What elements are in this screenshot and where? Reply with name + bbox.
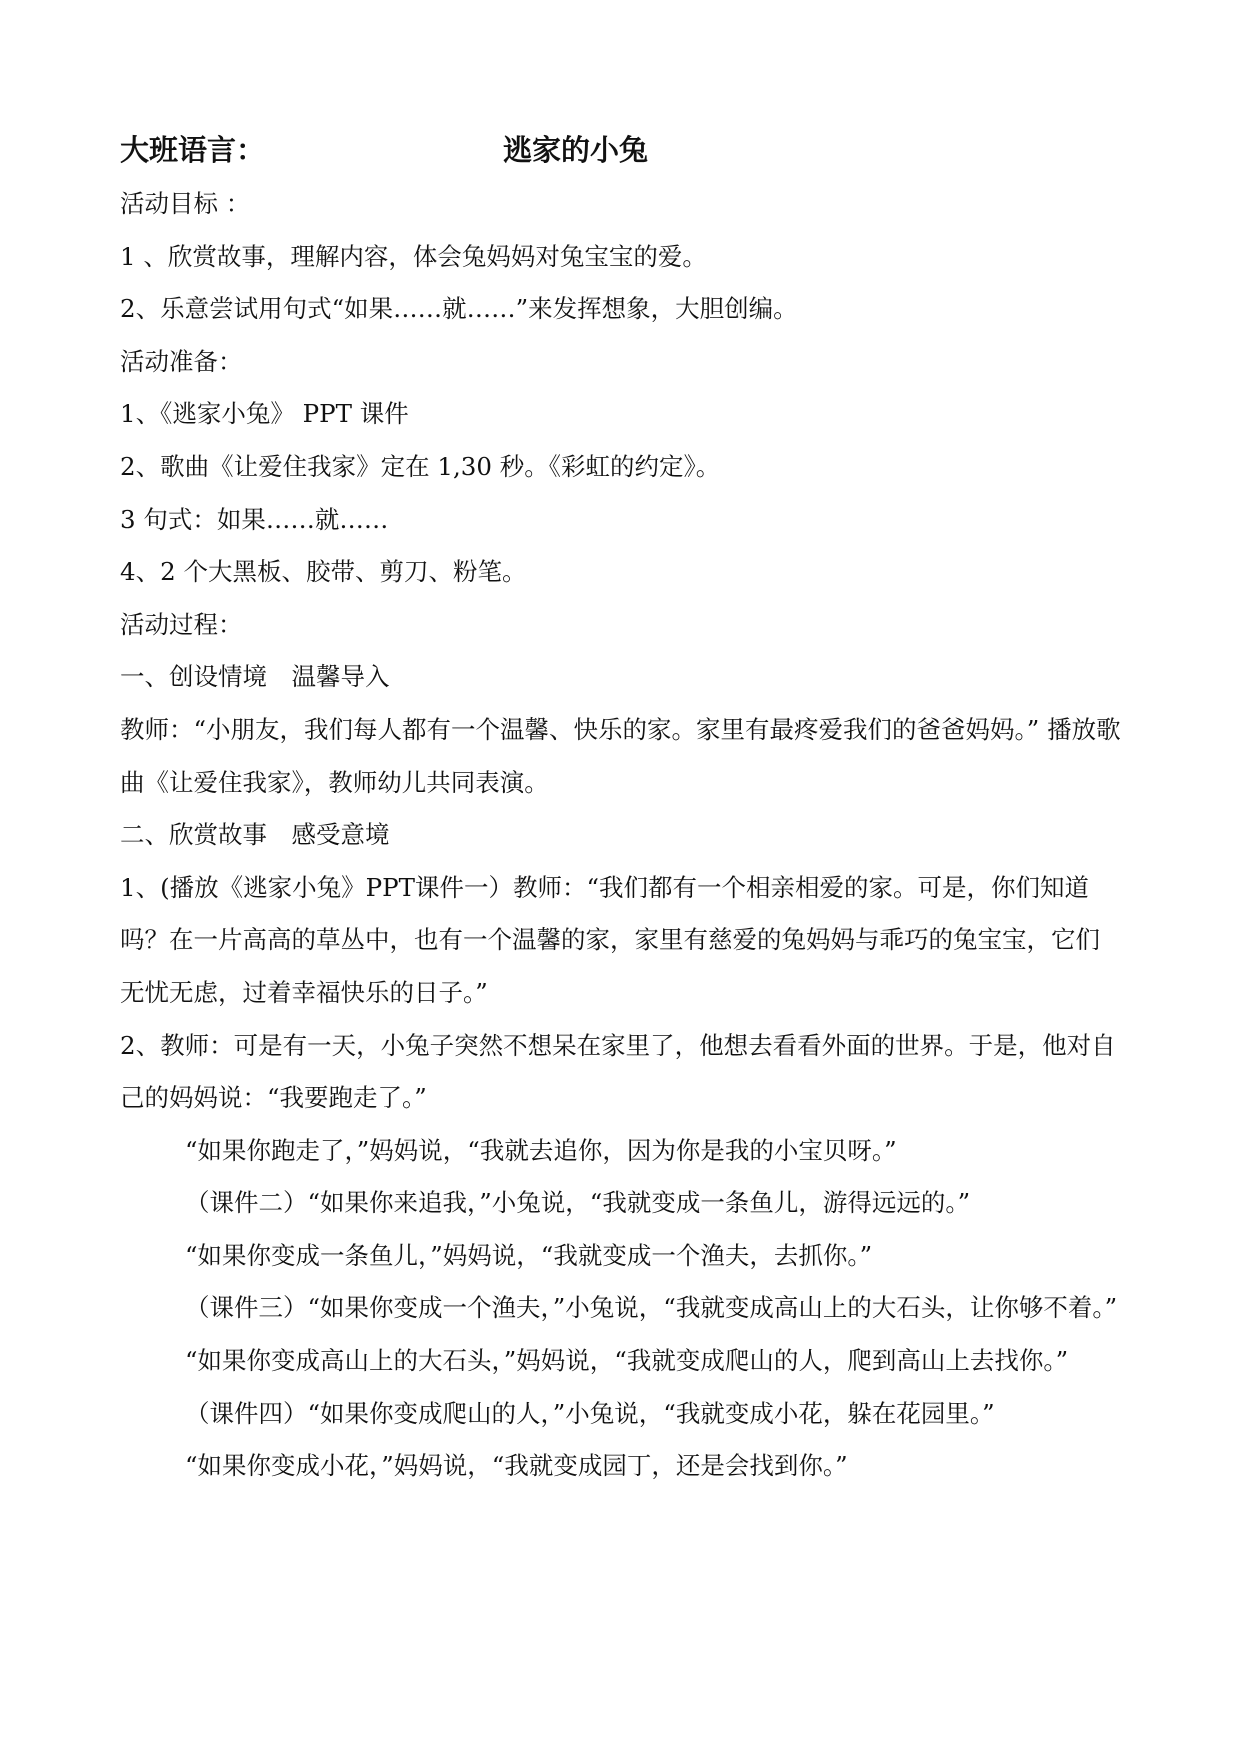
title-label: 大班语言： <box>120 133 266 167</box>
paragraph: 1、(播放《逃家小兔》PPT课件一）教师：“我们都有一个相亲相爱的家。可是，你们知道吗？在一片高高的草丛中，也有一个温馨的家，家里有慈爱的兔妈妈与乖巧的兔宝宝，它们无忧无虑，过着幸福快乐的日子。” <box>120 872 1100 1007</box>
preparation-item: 4、2 个大黑板、胶带、剪刀、粉笔。 <box>120 557 527 587</box>
story-dialogue: “如果你变成高山上的大石头，”妈妈说，“我就变成爬山的人，爬到高山上去找你。” <box>185 1346 1069 1376</box>
document-body <box>120 178 1124 1493</box>
process-step-heading: 一、创设情境 温馨导入 <box>120 662 390 692</box>
story-dialogue: （课件三）“如果你变成一个渔夫，”小兔说，“我就变成高山上的大石头，让你够不着。” <box>185 1293 1118 1323</box>
preparation-item: 2、歌曲《让爱住我家》定在 1,30 秒。《彩虹的约定》。 <box>120 451 721 481</box>
objective-item: 1 、欣赏故事，理解内容，体会兔妈妈对兔宝宝的爱。 <box>120 241 707 271</box>
story-dialogue: “如果你跑走了，”妈妈说，“我就去追你，因为你是我的小宝贝呀。” <box>185 1135 897 1165</box>
paragraph: 教师：“小朋友，我们每人都有一个温馨、快乐的家。家里有最疼爱我们的爸爸妈妈。” 播放歌曲《让爱住我家》，教师幼儿共同表演。 <box>120 714 1121 797</box>
section-heading-preparation: 活动准备： <box>120 346 243 376</box>
preparation-item: 1、《逃家小兔》 PPT 课件 <box>120 399 409 429</box>
section-heading-process: 活动过程： <box>120 609 243 639</box>
document-title <box>120 126 1120 174</box>
title-name: 逃家的小兔 <box>503 133 649 167</box>
section-heading-objectives: 活动目标 ： <box>120 189 251 218</box>
preparation-item: 3 句式：如果……就…… <box>120 504 389 534</box>
story-dialogue: （课件四）“如果你变成爬山的人，”小兔说，“我就变成小花，躲在花园里。” <box>185 1398 995 1428</box>
process-step-heading: 二、欣赏故事 感受意境 <box>120 820 390 850</box>
story-dialogue: （课件二）“如果你来追我，”小兔说，“我就变成一条鱼儿，游得远远的。” <box>185 1188 971 1218</box>
objective-item: 2、乐意尝试用句式“如果……就……”来发挥想象，大胆创编。 <box>120 294 798 324</box>
story-dialogue: “如果你变成一条鱼儿，”妈妈说，“我就变成一个渔夫，去抓你。” <box>185 1240 873 1270</box>
story-dialogue: “如果你变成小花，”妈妈说，“我就变成园丁，还是会找到你。” <box>185 1451 848 1481</box>
paragraph: 2、教师：可是有一天，小兔子突然不想呆在家里了，他想去看看外面的世界。于是，他对自己的妈妈说：“我要跑走了。” <box>120 1030 1116 1113</box>
